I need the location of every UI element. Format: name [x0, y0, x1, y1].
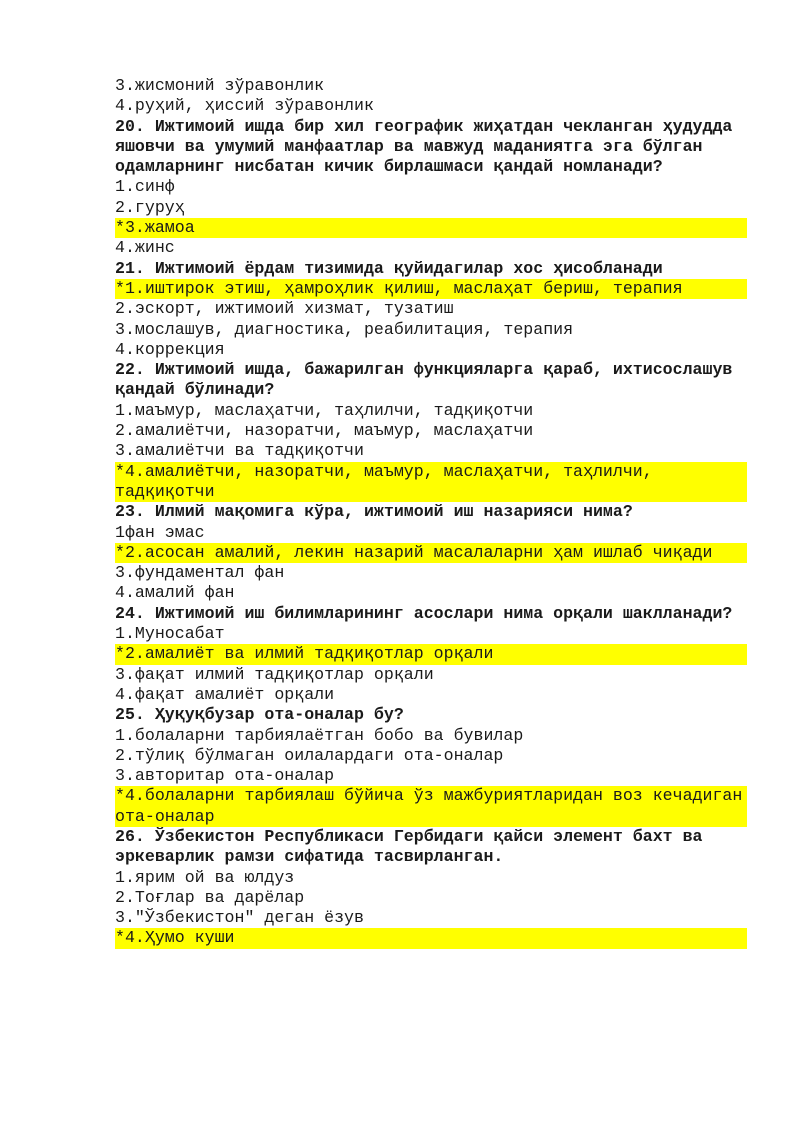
answer-option: 1фан эмас: [115, 522, 205, 542]
question-text: 20. Ижтимоий ишда бир хил географик жиҳатдан чекланган ҳудудда яшовчи ва умумий манфаатлар ва мавжуд маданиятга эга бўлган одамларнинг нисбатан кичик бирлашмаси қандай номланади?: [115, 116, 743, 177]
answer-option: 2.эскорт, ижтимоий хизмат, тузатиш: [115, 299, 454, 319]
question-text: 21. Ижтимоий ёрдам тизимида қуйидагилар хос ҳисобланади: [115, 258, 663, 278]
answer-option: 3."Ўзбекистон" деган ёзув: [115, 908, 364, 928]
answer-option: 4.руҳий, ҳиссий зўравонлик: [115, 96, 374, 116]
answer-option: 1.маъмур, маслаҳатчи, таҳлилчи, тадқиқотчи: [115, 400, 534, 420]
answer-option: 4.фақат амалиёт орқали: [115, 684, 335, 704]
document-page: [115, 76, 753, 949]
answer-option: 3.мослашув, диагностика, реабилитация, терапия: [115, 319, 574, 339]
answer-option: 1.ярим ой ва юлдуз: [115, 867, 295, 887]
answer-option: 2.амалиётчи, назоратчи, маъмур, маслаҳатчи: [115, 421, 534, 441]
answer-option: 2.гуруҳ: [115, 197, 185, 217]
answer-option: 3.амалиётчи ва тадқиқотчи: [115, 441, 364, 461]
answer-option: 1.Муносабат: [115, 624, 225, 644]
answer-option: 1.болаларни тарбиялаётган бобо ва бувилар: [115, 725, 524, 745]
answer-option: 4.коррекция: [115, 339, 225, 359]
answer-option: 2.Тоғлар ва дарёлар: [115, 887, 305, 907]
question-text: 25. Ҳуқуқбузар ота-оналар бу?: [115, 705, 404, 725]
correct-answer-option: *3.жамоа: [115, 218, 747, 238]
question-text: 24. Ижтимоий иш билимларининг асослари нима орқали шаклланади?: [115, 603, 733, 623]
correct-answer-option: *2.асосан амалий, лекин назарий масалаларни ҳам ишлаб чиқади: [115, 543, 747, 563]
answer-option: 2.тўлиқ бўлмаган оилалардаги ота-оналар: [115, 745, 504, 765]
answer-option: 3.фақат илмий тадқиқотлар орқали: [115, 664, 434, 684]
answer-option: 3.фундаментал фан: [115, 563, 285, 583]
answer-option: 4.жинс: [115, 238, 175, 258]
answer-option: 3.жисмоний зўравонлик: [115, 76, 325, 95]
answer-option: 1.синф: [115, 177, 175, 197]
question-text: 22. Ижтимоий ишда, бажарилган функцияларга қараб, ихтисослашув қандай бўлинади?: [115, 360, 743, 400]
correct-answer-option: *1.иштирок этиш, ҳамроҳлик қилиш, маслаҳат бериш, терапия: [115, 279, 747, 299]
correct-answer-option: *4.Ҳумо куши: [115, 928, 747, 948]
answer-option: 3.авторитар ота-оналар: [115, 766, 335, 786]
correct-answer-option: *2.амалиёт ва илмий тадқиқотлар орқали: [115, 644, 747, 664]
question-text: 23. Илмий мақомига кўра, ижтимоий иш назарияси нима?: [115, 502, 633, 522]
correct-answer-option: *4.болаларни тарбиялаш бўйича ўз мажбуриятларидан воз кечадиган ота-оналар: [115, 786, 753, 826]
correct-answer-option: *4.амалиётчи, назоратчи, маъмур, маслаҳатчи, таҳлилчи, тадқиқотчи: [115, 462, 747, 503]
answer-option: 4.амалий фан: [115, 583, 235, 603]
question-text: 26. Ўзбекистон Республикаси Гербидаги қайси элемент бахт ва эркеварлик рамзи сифатида тасвирланган.: [115, 826, 713, 867]
